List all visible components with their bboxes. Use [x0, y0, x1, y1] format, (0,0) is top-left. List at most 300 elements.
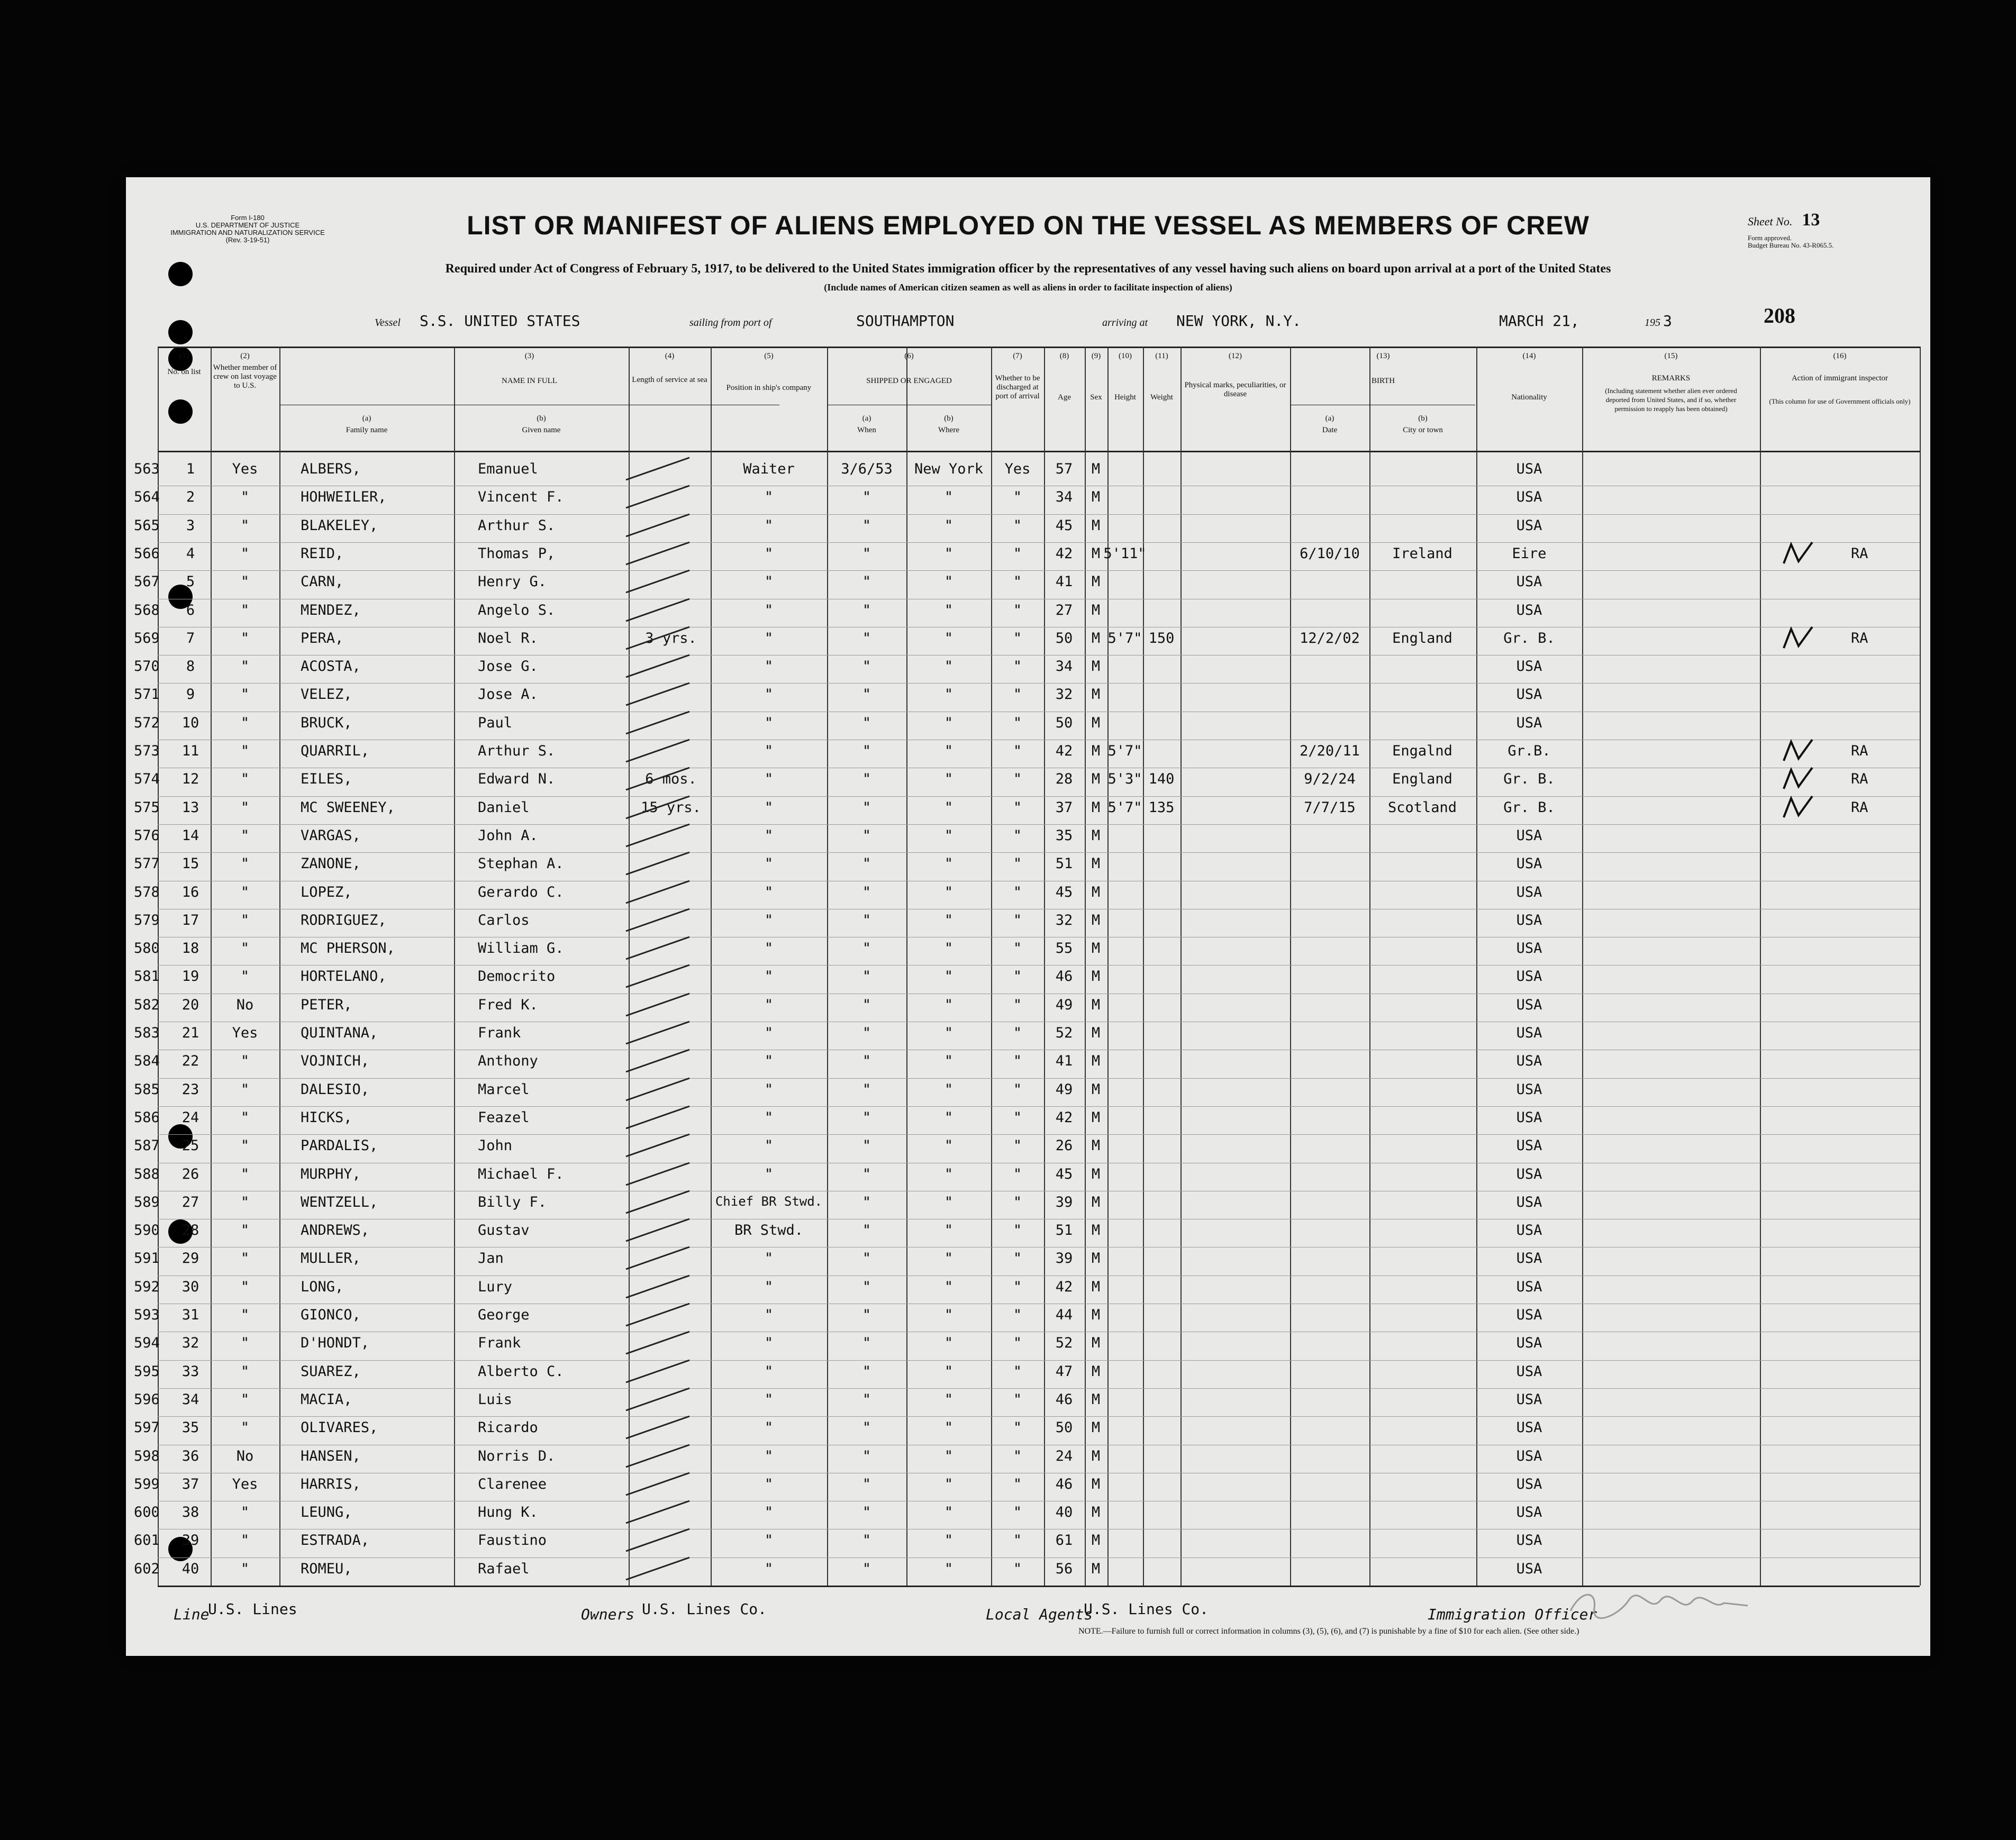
table-row	[126, 1135, 1930, 1163]
shipped-where: "	[944, 1250, 953, 1267]
shipped-where: "	[944, 1561, 953, 1577]
age: 24	[1055, 1448, 1073, 1464]
service-strike-mark	[621, 1243, 705, 1274]
row-number: 37	[181, 1476, 199, 1492]
shipped-where: "	[944, 799, 953, 816]
column-header: Where	[938, 426, 959, 434]
row-tally-number: 591	[134, 1250, 160, 1267]
row-number: 26	[181, 1166, 199, 1182]
row-tally-number: 575	[134, 799, 160, 816]
given-name: Carlos	[478, 912, 530, 928]
shipped-when: "	[862, 1448, 871, 1464]
column-header: City or town	[1403, 426, 1443, 434]
table-row	[126, 600, 1930, 628]
family-name: EILES,	[301, 771, 352, 787]
row-tally-number: 587	[134, 1137, 160, 1154]
last-voyage: "	[240, 827, 250, 844]
position: "	[764, 1166, 774, 1182]
row-number: 11	[181, 743, 199, 759]
revision: (Rev. 3-19-51)	[225, 236, 270, 244]
column-header: Sex	[1090, 393, 1102, 402]
shipped-when: "	[862, 1222, 871, 1238]
sex: M	[1091, 827, 1101, 844]
shipped-when: "	[862, 968, 871, 985]
birth-date: 2/20/11	[1300, 743, 1360, 759]
service-strike-mark	[621, 877, 705, 908]
sex: M	[1091, 1222, 1101, 1238]
position: "	[764, 912, 774, 928]
table-row	[126, 1107, 1930, 1135]
row-tally-number: 570	[134, 658, 160, 675]
discharged: "	[1013, 743, 1022, 759]
discharged: Yes	[1004, 461, 1031, 477]
birth-date: 6/10/10	[1300, 545, 1360, 562]
given-name: Vincent F.	[478, 489, 564, 505]
discharged: "	[1013, 545, 1022, 562]
table-row	[126, 571, 1930, 599]
given-name: John A.	[478, 827, 538, 844]
last-voyage: "	[240, 771, 250, 787]
shipped-when: "	[862, 1194, 871, 1210]
column-header: Position in ship's company	[726, 384, 812, 392]
service-strike-mark	[621, 1271, 705, 1303]
manifest-sheet	[126, 177, 1930, 1656]
nationality: USA	[1516, 884, 1542, 900]
sex: M	[1091, 1166, 1101, 1182]
family-name: ANDREWS,	[301, 1222, 370, 1238]
age: 40	[1055, 1504, 1073, 1520]
row-tally-number: 602	[134, 1561, 160, 1577]
discharged: "	[1013, 1166, 1022, 1182]
family-name: HOHWEILER,	[301, 489, 387, 505]
family-name: ALBERS,	[301, 461, 361, 477]
family-name: HANSEN,	[301, 1448, 361, 1464]
position: "	[764, 827, 774, 844]
family-name: SUAREZ,	[301, 1363, 361, 1380]
age: 34	[1055, 658, 1073, 675]
discharged: "	[1013, 715, 1022, 731]
column-header: (14)	[1522, 352, 1536, 360]
family-name: HORTELANO,	[301, 968, 387, 985]
length-of-service: 15 yrs.	[641, 799, 701, 816]
column-header: (6)	[904, 352, 914, 360]
age: 27	[1055, 602, 1073, 618]
nationality: USA	[1516, 1250, 1542, 1267]
shipped-where: "	[944, 940, 953, 957]
discharged: "	[1013, 799, 1022, 816]
nationality: USA	[1516, 573, 1542, 590]
row-number: 10	[181, 715, 199, 731]
sailing-label: sailing from port of	[689, 317, 772, 329]
shipped-when: "	[862, 1137, 871, 1154]
given-name: Hung K.	[478, 1504, 538, 1520]
given-name: Noel R.	[478, 630, 538, 646]
shipped-when: "	[862, 1561, 871, 1577]
age: 42	[1055, 1279, 1073, 1295]
shipped-when: "	[862, 884, 871, 900]
last-voyage: "	[240, 1391, 250, 1408]
discharged: "	[1013, 1504, 1022, 1520]
nationality: USA	[1516, 517, 1542, 534]
column-header: Nationality	[1511, 393, 1547, 402]
sex: M	[1091, 1448, 1101, 1464]
service-strike-mark	[621, 651, 705, 682]
family-name: PETER,	[301, 997, 352, 1013]
last-voyage: "	[240, 1504, 250, 1520]
nationality: Gr.B.	[1508, 743, 1551, 759]
shipped-where: "	[944, 658, 953, 675]
discharged: "	[1013, 1363, 1022, 1380]
position: "	[764, 771, 774, 787]
sex: M	[1091, 912, 1101, 928]
row-tally-number: 578	[134, 884, 160, 900]
shipped-when: "	[862, 1363, 871, 1380]
age: 37	[1055, 799, 1073, 816]
position: "	[764, 1053, 774, 1069]
row-number: 12	[181, 771, 199, 787]
discharged: "	[1013, 827, 1022, 844]
row-tally-number: 598	[134, 1448, 160, 1464]
row-number: 24	[181, 1109, 199, 1126]
discharged: "	[1013, 1194, 1022, 1210]
last-voyage: "	[240, 1419, 250, 1436]
column-header: (9)	[1091, 352, 1101, 360]
row-tally-number: 580	[134, 940, 160, 957]
last-voyage: "	[240, 573, 250, 590]
shipped-where: "	[944, 686, 953, 703]
column-header: Whether member of crew on last voyage to U.S.	[213, 363, 277, 390]
row-number: 23	[181, 1081, 199, 1098]
family-name: D'HONDT,	[301, 1335, 370, 1351]
family-name: QUINTANA,	[301, 1025, 378, 1041]
nationality: USA	[1516, 686, 1542, 703]
sailing-port: SOUTHAMPTON	[856, 312, 955, 330]
row-tally-number: 581	[134, 968, 160, 985]
header-bottom-rule	[158, 451, 1920, 452]
table-row	[126, 515, 1930, 543]
row-number: 31	[181, 1307, 199, 1323]
shipped-where: "	[944, 1419, 953, 1436]
discharged: "	[1013, 573, 1022, 590]
nationality: USA	[1516, 912, 1542, 928]
sex: M	[1091, 630, 1101, 646]
service-strike-mark	[621, 510, 705, 542]
shipped-where: "	[944, 1081, 953, 1098]
row-tally-number: 586	[134, 1109, 160, 1126]
given-name: Alberto C.	[478, 1363, 564, 1380]
shipped-when: "	[862, 997, 871, 1013]
row-number: 33	[181, 1363, 199, 1380]
shipped-when: "	[862, 827, 871, 844]
shipped-when: "	[862, 1250, 871, 1267]
table-row	[126, 1277, 1930, 1305]
nationality: USA	[1516, 1137, 1542, 1154]
height: 5'7"	[1107, 743, 1142, 759]
shipped-when: "	[862, 1391, 871, 1408]
row-number: 2	[186, 489, 195, 505]
nationality: USA	[1516, 1504, 1542, 1520]
column-header: (8)	[1059, 352, 1069, 360]
sex: M	[1091, 968, 1101, 985]
position: "	[764, 1448, 774, 1464]
table-row	[126, 628, 1930, 656]
given-name: Democrito	[478, 968, 556, 985]
nationality: Gr. B.	[1503, 799, 1555, 816]
position: "	[764, 940, 774, 957]
inspector-action: RA	[1851, 743, 1868, 759]
last-voyage: "	[240, 630, 250, 646]
row-tally-number: 574	[134, 771, 160, 787]
shipped-when: "	[862, 743, 871, 759]
service-strike-mark	[621, 1017, 705, 1049]
given-name: Arthur S.	[478, 517, 556, 534]
discharged: "	[1013, 602, 1022, 618]
column-header: (Including statement whether alien ever ordered deported from United States, and if so, whether permission to reapply has been obtained)	[1605, 387, 1737, 413]
table-row	[126, 1361, 1930, 1389]
given-name: Daniel	[478, 799, 530, 816]
family-name: ACOSTA,	[301, 658, 361, 675]
age: 47	[1055, 1363, 1073, 1380]
service-strike-mark	[621, 1441, 705, 1472]
discharged: "	[1013, 1053, 1022, 1069]
discharged: "	[1013, 997, 1022, 1013]
shipped-where: "	[944, 1504, 953, 1520]
age: 42	[1055, 1109, 1073, 1126]
family-name: LEUNG,	[301, 1504, 352, 1520]
shipped-when: "	[862, 855, 871, 872]
position: "	[764, 743, 774, 759]
position: "	[764, 968, 774, 985]
discharged: "	[1013, 1137, 1022, 1154]
age: 46	[1055, 968, 1073, 985]
row-number: 7	[186, 630, 195, 646]
position: "	[764, 715, 774, 731]
owners-value: U.S. Lines Co.	[642, 1600, 767, 1618]
nationality: USA	[1516, 997, 1542, 1013]
birth-date: 12/2/02	[1300, 630, 1360, 646]
agents-label: Local Agents	[986, 1606, 1093, 1623]
family-name: OLIVARES,	[301, 1419, 378, 1436]
column-header: (13)	[1376, 352, 1390, 360]
table-row	[126, 1192, 1930, 1220]
discharged: "	[1013, 771, 1022, 787]
nationality: USA	[1516, 1532, 1542, 1548]
row-number: 39	[181, 1532, 199, 1548]
column-header: (1)	[179, 352, 189, 360]
budget-bureau-line: Budget Bureau No. 43-R065.5.	[1748, 241, 1834, 249]
row-tally-number: 601	[134, 1532, 160, 1548]
sex: M	[1091, 799, 1101, 816]
service-strike-mark	[621, 1215, 705, 1246]
sex: M	[1091, 1279, 1101, 1295]
table-row	[126, 882, 1930, 910]
inspector-check-mark	[1779, 794, 1817, 821]
row-tally-number: 577	[134, 855, 160, 872]
position: "	[764, 884, 774, 900]
position: "	[764, 1081, 774, 1098]
nationality: USA	[1516, 827, 1542, 844]
sex: M	[1091, 602, 1101, 618]
position: "	[764, 1476, 774, 1492]
age: 35	[1055, 827, 1073, 844]
position: "	[764, 658, 774, 675]
position: "	[764, 489, 774, 505]
discharged: "	[1013, 855, 1022, 872]
sex: M	[1091, 517, 1101, 534]
sheet-label: Sheet No.	[1748, 215, 1793, 228]
given-name: Clarenee	[478, 1476, 547, 1492]
given-name: Marcel	[478, 1081, 530, 1098]
last-voyage: "	[240, 489, 250, 505]
family-name: QUARRIL,	[301, 743, 370, 759]
last-voyage: "	[240, 1137, 250, 1154]
last-voyage: "	[240, 1194, 250, 1210]
row-number: 5	[186, 573, 195, 590]
shipped-where: "	[944, 630, 953, 646]
position: "	[764, 686, 774, 703]
nationality: USA	[1516, 658, 1542, 675]
column-header: (4)	[665, 352, 675, 360]
row-number: 30	[181, 1279, 199, 1295]
height: 5'7"	[1107, 799, 1142, 816]
service-strike-mark	[621, 1045, 705, 1077]
family-name: MACIA,	[301, 1391, 352, 1408]
sex: M	[1091, 1109, 1101, 1126]
sex: M	[1091, 658, 1101, 675]
row-tally-number: 589	[134, 1194, 160, 1210]
discharged: "	[1013, 1081, 1022, 1098]
birth-place: Engalnd	[1392, 743, 1452, 759]
sheet-number	[1748, 210, 1820, 230]
shipped-where: "	[944, 968, 953, 985]
arrival-date: MARCH 21,	[1499, 312, 1579, 330]
length-of-service: 6 mos.	[645, 771, 697, 787]
discharged: "	[1013, 686, 1022, 703]
column-header: Physical marks, peculiarities, or disease	[1184, 381, 1286, 398]
discharged: "	[1013, 912, 1022, 928]
inspector-check-mark	[1779, 540, 1817, 567]
birth-date: 7/7/15	[1304, 799, 1356, 816]
row-tally-number: 594	[134, 1335, 160, 1351]
age: 61	[1055, 1532, 1073, 1548]
row-tally-number: 571	[134, 686, 160, 703]
service-strike-mark	[621, 566, 705, 598]
nationality: USA	[1516, 968, 1542, 985]
sex: M	[1091, 1053, 1101, 1069]
given-name: John	[478, 1137, 513, 1154]
given-name: Feazel	[478, 1109, 530, 1126]
family-name: MENDEZ,	[301, 602, 361, 618]
row-number: 9	[186, 686, 195, 703]
shipped-where: New York	[914, 461, 984, 477]
service-strike-mark	[621, 763, 705, 795]
nationality: Eire	[1512, 545, 1547, 562]
height: 5'11"	[1103, 545, 1147, 562]
table-row	[126, 853, 1930, 881]
sex: M	[1091, 715, 1101, 731]
service-strike-mark	[621, 481, 705, 513]
sex: M	[1091, 1363, 1101, 1380]
family-name: ZANONE,	[301, 855, 361, 872]
row-tally-number: 582	[134, 997, 160, 1013]
service-strike-mark	[621, 1469, 705, 1500]
table-row	[126, 1389, 1930, 1417]
shipped-when: "	[862, 1419, 871, 1436]
position: "	[764, 1025, 774, 1041]
column-header: (a)	[862, 414, 871, 423]
family-name: MC SWEENEY,	[301, 799, 395, 816]
row-number: 22	[181, 1053, 199, 1069]
last-voyage: "	[240, 602, 250, 618]
shipped-where: "	[944, 1279, 953, 1295]
last-voyage: No	[236, 997, 254, 1013]
last-voyage: "	[240, 912, 250, 928]
shipped-when: "	[862, 489, 871, 505]
service-strike-mark	[621, 1384, 705, 1416]
nationality: USA	[1516, 940, 1542, 957]
row-tally-number: 593	[134, 1307, 160, 1323]
line-label: Line	[174, 1606, 210, 1623]
position: Chief BR Stwd.	[715, 1194, 823, 1209]
age: 50	[1055, 715, 1073, 731]
table-row	[126, 459, 1930, 487]
discharged: "	[1013, 940, 1022, 957]
column-header: NAME IN FULL	[502, 377, 557, 385]
table-row	[126, 1333, 1930, 1361]
vessel-label: Vessel	[375, 317, 401, 329]
year-prefix: 195	[1645, 317, 1660, 329]
table-row	[126, 656, 1930, 684]
inspector-check-mark	[1779, 766, 1817, 792]
shipped-where: "	[944, 1109, 953, 1126]
nationality: USA	[1516, 1025, 1542, 1041]
last-voyage: "	[240, 1335, 250, 1351]
age: 51	[1055, 1222, 1073, 1238]
family-name: LONG,	[301, 1279, 344, 1295]
position: "	[764, 855, 774, 872]
service-strike-mark	[621, 1299, 705, 1331]
approval-line: Form approved.	[1748, 234, 1792, 242]
service-strike-mark	[621, 1356, 705, 1388]
age: 45	[1055, 517, 1073, 534]
last-voyage: "	[240, 1250, 250, 1267]
birth-place: England	[1392, 771, 1452, 787]
given-name: Emanuel	[478, 461, 538, 477]
row-tally-number: 600	[134, 1504, 160, 1520]
row-number: 18	[181, 940, 199, 957]
last-voyage: "	[240, 1561, 250, 1577]
shipped-when: "	[862, 1335, 871, 1351]
row-tally-number: 565	[134, 517, 160, 534]
row-number: 4	[186, 545, 195, 562]
column-header: (2)	[240, 352, 250, 360]
column-header: (5)	[764, 352, 774, 360]
shipped-when: "	[862, 1081, 871, 1098]
shipped-where: "	[944, 1053, 953, 1069]
row-number: 38	[181, 1504, 199, 1520]
last-voyage: "	[240, 517, 250, 534]
family-name: GIONCO,	[301, 1307, 361, 1323]
column-header: Whether to be discharged at port of arrival	[995, 374, 1040, 400]
service-strike-mark	[621, 1553, 705, 1585]
row-number: 25	[181, 1137, 199, 1154]
sex: M	[1091, 489, 1101, 505]
page-subtitle-note: (Include names of American citizen seamen as well as aliens in order to facilitate inspection of aliens)	[824, 282, 1232, 293]
last-voyage: Yes	[232, 1025, 258, 1041]
shipped-when: "	[862, 715, 871, 731]
shipped-when: "	[862, 1504, 871, 1520]
table-row	[126, 910, 1930, 938]
